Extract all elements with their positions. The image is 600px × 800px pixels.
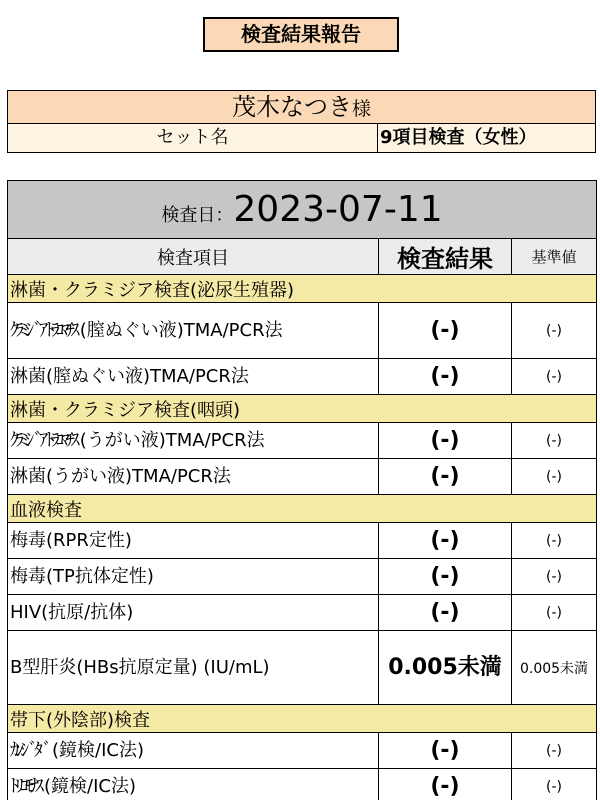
category-row [8, 495, 597, 523]
item-name-narrow: ｸﾗﾐｼﾞｱ ﾄﾗｺﾏﾁｽ [10, 430, 76, 451]
date-row [8, 181, 597, 239]
item-reference: (-) [512, 459, 597, 495]
item-name [8, 303, 379, 359]
item-name-text: 淋菌(うがい液)TMA/PCR法 [10, 466, 231, 487]
patient-name: 茂木なつき [231, 93, 352, 121]
item-name [8, 559, 379, 595]
item-name-narrow: ﾄﾘｺﾓﾅｽ [10, 776, 40, 797]
item-name-text: 淋菌(膣ぬぐい液)TMA/PCR法 [10, 366, 249, 387]
item-result: 0.005未満 [379, 631, 512, 705]
item-result: (-) [379, 769, 512, 800]
item-name [8, 595, 379, 631]
date-cell [8, 181, 597, 239]
item-name [8, 733, 379, 769]
item-name [8, 359, 379, 395]
header-reference: 基準値 [512, 239, 597, 275]
category-label: 帯下(外陰部)検査 [8, 705, 597, 733]
patient-name-row [8, 91, 595, 124]
set-label: セット名 [8, 124, 378, 152]
table-row [8, 733, 597, 769]
item-name-text: B型肝炎(HBs抗原定量) (IU/mL) [10, 657, 270, 678]
item-reference: (-) [512, 595, 597, 631]
category-row [8, 705, 597, 733]
table-row [8, 595, 597, 631]
item-reference: (-) [512, 423, 597, 459]
item-result: (-) [379, 459, 512, 495]
header-row [8, 239, 597, 275]
item-reference: (-) [512, 303, 597, 359]
table-row [8, 631, 597, 705]
item-result: (-) [379, 523, 512, 559]
category-row [8, 275, 597, 303]
table-row [8, 359, 597, 395]
table-row [8, 459, 597, 495]
table-row [8, 523, 597, 559]
set-value: 9項目検査（女性） [380, 127, 537, 148]
item-name [8, 769, 379, 800]
category-row [8, 395, 597, 423]
report-title: 検査結果報告 [203, 17, 399, 52]
item-result: (-) [379, 733, 512, 769]
item-result: (-) [379, 423, 512, 459]
item-reference: (-) [512, 523, 597, 559]
item-result: (-) [379, 595, 512, 631]
set-row [8, 124, 595, 152]
item-reference: (-) [512, 359, 597, 395]
item-reference: (-) [512, 733, 597, 769]
category-label: 淋菌・クラミジア検査(泌尿生殖器) [8, 275, 597, 303]
table-row [8, 423, 597, 459]
table-row [8, 559, 597, 595]
item-name-text: (鏡検/IC法) [52, 740, 144, 761]
table-row [8, 303, 597, 359]
item-name-narrow: ｸﾗﾐｼﾞｱ ﾄﾗｺﾏﾁｽ [10, 320, 76, 341]
item-result: (-) [379, 303, 512, 359]
table-row [8, 769, 597, 800]
item-reference: (-) [512, 559, 597, 595]
result-table [7, 180, 597, 800]
item-name-text: (鏡検/IC法) [44, 776, 136, 797]
item-reference: (-) [512, 769, 597, 800]
item-name [8, 523, 379, 559]
category-label: 淋菌・クラミジア検査(咽頭) [8, 395, 597, 423]
item-name-text: HIV(抗原/抗体) [10, 602, 134, 623]
date-value: 2023-07-11 [233, 189, 443, 230]
item-name [8, 631, 379, 705]
item-name [8, 423, 379, 459]
item-name-text: 梅毒(RPR定性) [10, 530, 132, 551]
patient-info [7, 90, 596, 153]
item-result: (-) [379, 359, 512, 395]
item-reference: 0.005未満 [512, 631, 597, 705]
category-label: 血液検査 [8, 495, 597, 523]
item-name-narrow: ｶﾝｼﾞﾀﾞ [10, 740, 48, 761]
date-label: 検査日： [161, 205, 234, 226]
header-result: 検査結果 [379, 239, 512, 275]
item-result: (-) [379, 559, 512, 595]
item-name-text: (うがい液)TMA/PCR法 [79, 430, 265, 451]
patient-honorific: 様 [351, 98, 371, 120]
item-name-text: 梅毒(TP抗体定性) [10, 566, 154, 587]
item-name [8, 459, 379, 495]
header-item: 検査項目 [8, 239, 379, 275]
item-name-text: (膣ぬぐい液)TMA/PCR法 [79, 320, 283, 341]
